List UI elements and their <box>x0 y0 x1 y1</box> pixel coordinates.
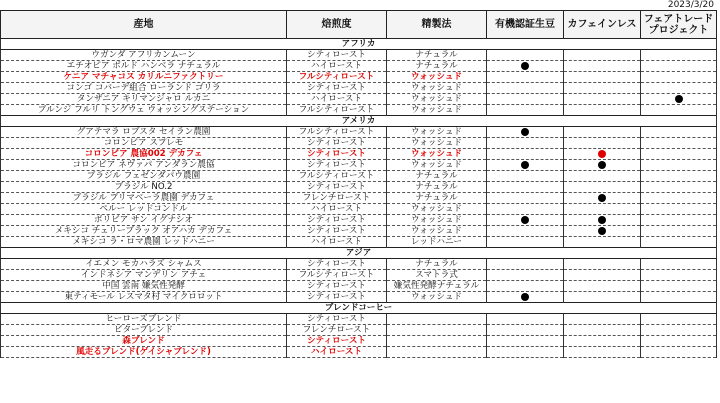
fairtrade-cell <box>641 270 717 281</box>
organic-cell <box>487 149 564 160</box>
origin-cell: メキシコ ラ・ロマ農園 レッドハニー <box>1 237 287 248</box>
roast-cell: シティロースト <box>287 215 387 226</box>
fairtrade-cell <box>641 94 717 105</box>
dot-marker <box>521 161 529 169</box>
section-row <box>1 303 717 314</box>
origin-cell: タンザニア キリマンジャロ ルカニ <box>1 94 287 105</box>
organic-cell <box>487 127 564 138</box>
decaf-cell <box>564 226 641 237</box>
table-row <box>1 270 717 281</box>
origin-cell: エチオピア ボルド ハンベラ ナチュラル <box>1 61 287 72</box>
process-cell: ナチュラル <box>387 50 487 61</box>
roast-cell: シティロースト <box>287 336 387 347</box>
roast-cell: フレンチロースト <box>287 193 387 204</box>
roast-cell: ハイロースト <box>287 237 387 248</box>
organic-cell <box>487 182 564 193</box>
organic-cell <box>487 270 564 281</box>
decaf-cell <box>564 83 641 94</box>
dot-marker <box>598 216 606 224</box>
origin-cell: ブラジル NO.2 <box>1 182 287 193</box>
origin-cell: ビターブレンド <box>1 325 287 336</box>
fairtrade-cell <box>641 72 717 83</box>
decaf-cell <box>564 182 641 193</box>
table-row <box>1 204 717 215</box>
process-cell: レッドハニー <box>387 237 487 248</box>
fairtrade-cell <box>641 237 717 248</box>
process-cell: ナチュラル <box>387 61 487 72</box>
roast-cell: フルシティロースト <box>287 127 387 138</box>
organic-cell <box>487 292 564 303</box>
header-origin: 産地 <box>1 11 287 39</box>
origin-cell: グアテマラ ロブスタ セイラン農園 <box>1 127 287 138</box>
table-row <box>1 160 717 171</box>
organic-cell <box>487 72 564 83</box>
table-row <box>1 182 717 193</box>
process-cell: ウォッシュド <box>387 72 487 83</box>
process-cell <box>387 314 487 325</box>
origin-cell: ケニア マチャコス カリルニファクトリー <box>1 72 287 83</box>
decaf-cell <box>564 281 641 292</box>
roast-cell: シティロースト <box>287 281 387 292</box>
roast-cell: フルシティロースト <box>287 105 387 116</box>
decaf-cell <box>564 50 641 61</box>
roast-cell: シティロースト <box>287 83 387 94</box>
decaf-cell <box>564 72 641 83</box>
roast-cell: シティロースト <box>287 138 387 149</box>
origin-cell: ボリビア サン イグナシオ <box>1 215 287 226</box>
roast-cell: シティロースト <box>287 259 387 270</box>
fairtrade-cell <box>641 127 717 138</box>
process-cell: 嫌気性発酵ナチュラル <box>387 281 487 292</box>
origin-cell: メキシコ チェリーブラック オアハカ デカフェ <box>1 226 287 237</box>
header-roast: 焙煎度 <box>287 11 387 39</box>
fairtrade-cell <box>641 105 717 116</box>
table-row <box>1 325 717 336</box>
organic-cell <box>487 160 564 171</box>
process-cell: ウォッシュド <box>387 160 487 171</box>
table-row <box>1 259 717 270</box>
origin-cell: 東ティモール レスマタ村 マイクロロット <box>1 292 287 303</box>
origin-cell: コロンビア ネヴァパ アンダラン農協 <box>1 160 287 171</box>
roast-cell: フルシティロースト <box>287 72 387 83</box>
fairtrade-cell <box>641 215 717 226</box>
dot-marker <box>521 128 529 136</box>
roast-cell: フルシティロースト <box>287 270 387 281</box>
fairtrade-cell <box>641 171 717 182</box>
origin-cell: 風走るブレンド(ゲイシャブレンド) <box>1 347 287 358</box>
process-cell <box>387 336 487 347</box>
decaf-cell <box>564 215 641 226</box>
origin-cell: ブラジル プリマベーラ農園 デカフェ <box>1 193 287 204</box>
roast-cell: シティロースト <box>287 160 387 171</box>
origin-cell: 中国 雲南 嫌気性発酵 <box>1 281 287 292</box>
dot-marker <box>598 227 606 235</box>
section-title: アジア <box>1 248 717 259</box>
section-title: アメリカ <box>1 116 717 127</box>
process-cell: ウォッシュド <box>387 215 487 226</box>
roast-cell: シティロースト <box>287 292 387 303</box>
origin-cell: コロンビア 農協002 デカフェ <box>1 149 287 160</box>
decaf-cell <box>564 127 641 138</box>
section-row <box>1 116 717 127</box>
table-row <box>1 193 717 204</box>
fairtrade-cell <box>641 314 717 325</box>
table-row <box>1 138 717 149</box>
organic-cell <box>487 204 564 215</box>
origin-cell: コンゴ コバーデ組合 ローランド ゴリラ <box>1 83 287 94</box>
table-row <box>1 94 717 105</box>
process-cell: ウォッシュド <box>387 83 487 94</box>
roast-cell: ハイロースト <box>287 204 387 215</box>
header-process: 精製法 <box>387 11 487 39</box>
fairtrade-cell <box>641 138 717 149</box>
dot-marker <box>598 161 606 169</box>
dot-marker <box>598 194 606 202</box>
roast-cell: シティロースト <box>287 149 387 160</box>
organic-cell <box>487 138 564 149</box>
origin-cell: 森ブレンド <box>1 336 287 347</box>
header-fairtrade: フェアトレード プロジェクト <box>641 11 717 39</box>
table-row <box>1 127 717 138</box>
process-cell: ウォッシュド <box>387 127 487 138</box>
process-cell: ウォッシュド <box>387 149 487 160</box>
organic-cell <box>487 61 564 72</box>
fairtrade-cell <box>641 281 717 292</box>
fairtrade-cell <box>641 61 717 72</box>
process-cell: ナチュラル <box>387 182 487 193</box>
header-decaf: カフェインレス <box>564 11 641 39</box>
decaf-cell <box>564 204 641 215</box>
organic-cell <box>487 314 564 325</box>
decaf-cell <box>564 292 641 303</box>
fairtrade-cell <box>641 149 717 160</box>
decaf-cell <box>564 270 641 281</box>
fairtrade-cell <box>641 160 717 171</box>
origin-cell: イエメン モカハラズ シャムス <box>1 259 287 270</box>
table-row <box>1 149 717 160</box>
roast-cell: ハイロースト <box>287 94 387 105</box>
origin-cell: コロンビア スプレモ <box>1 138 287 149</box>
table-row <box>1 281 717 292</box>
decaf-cell <box>564 193 641 204</box>
origin-cell: ブラジル フェゼンダパウ農園 <box>1 171 287 182</box>
process-cell: ウォッシュド <box>387 138 487 149</box>
roast-cell: ハイロースト <box>287 61 387 72</box>
organic-cell <box>487 237 564 248</box>
table-row <box>1 171 717 182</box>
fairtrade-cell <box>641 336 717 347</box>
decaf-cell <box>564 237 641 248</box>
fairtrade-cell <box>641 325 717 336</box>
fairtrade-cell <box>641 182 717 193</box>
roast-cell: シティロースト <box>287 314 387 325</box>
section-title: ブレンドコーヒー <box>1 303 717 314</box>
decaf-cell <box>564 149 641 160</box>
organic-cell <box>487 105 564 116</box>
process-cell: ナチュラル <box>387 193 487 204</box>
organic-cell <box>487 50 564 61</box>
organic-cell <box>487 259 564 270</box>
section-title: アフリカ <box>1 39 717 50</box>
roast-cell: ハイロースト <box>287 347 387 358</box>
organic-cell <box>487 83 564 94</box>
process-cell: ウォッシュド <box>387 226 487 237</box>
origin-cell: ブルンジ フルリ トングウェ ウォッシングステーション <box>1 105 287 116</box>
process-cell <box>387 325 487 336</box>
organic-cell <box>487 347 564 358</box>
roast-cell: シティロースト <box>287 182 387 193</box>
process-cell: スマトラ式 <box>387 270 487 281</box>
roast-cell: フレンチロースト <box>287 325 387 336</box>
fairtrade-cell <box>641 204 717 215</box>
table-row <box>1 336 717 347</box>
dot-marker <box>521 293 529 301</box>
origin-cell: ヒーローズブレンド <box>1 314 287 325</box>
dot-marker <box>521 216 529 224</box>
decaf-cell <box>564 325 641 336</box>
decaf-cell <box>564 347 641 358</box>
dot-marker <box>675 95 683 103</box>
fairtrade-cell <box>641 83 717 94</box>
organic-cell <box>487 94 564 105</box>
table-row <box>1 83 717 94</box>
decaf-cell <box>564 105 641 116</box>
decaf-cell <box>564 160 641 171</box>
fairtrade-cell <box>641 292 717 303</box>
process-cell <box>387 347 487 358</box>
organic-cell <box>487 226 564 237</box>
organic-cell <box>487 215 564 226</box>
origin-cell: インドネシア マンデリン アチェ <box>1 270 287 281</box>
date-label: 2023/3/20 <box>667 0 714 10</box>
header-organic: 有機認証生豆 <box>487 11 564 39</box>
decaf-cell <box>564 336 641 347</box>
decaf-cell <box>564 94 641 105</box>
header-row <box>1 11 717 39</box>
process-cell: ウォッシュド <box>387 292 487 303</box>
process-cell: ウォッシュド <box>387 105 487 116</box>
table-row <box>1 226 717 237</box>
process-cell: ナチュラル <box>387 259 487 270</box>
roast-cell: フルシティロースト <box>287 171 387 182</box>
process-cell: ウォッシュド <box>387 94 487 105</box>
dot-marker <box>598 150 606 158</box>
organic-cell <box>487 193 564 204</box>
decaf-cell <box>564 259 641 270</box>
table-row <box>1 72 717 83</box>
table-row <box>1 347 717 358</box>
organic-cell <box>487 325 564 336</box>
section-row <box>1 248 717 259</box>
decaf-cell <box>564 171 641 182</box>
fairtrade-cell <box>641 193 717 204</box>
fairtrade-cell <box>641 226 717 237</box>
table-row <box>1 215 717 226</box>
decaf-cell <box>564 61 641 72</box>
table-row <box>1 61 717 72</box>
organic-cell <box>487 281 564 292</box>
dot-marker <box>521 62 529 70</box>
fairtrade-cell <box>641 259 717 270</box>
fairtrade-cell <box>641 347 717 358</box>
section-row <box>1 39 717 50</box>
table-row <box>1 314 717 325</box>
coffee-table <box>0 10 717 358</box>
origin-cell: ペルー レッドコンドル <box>1 204 287 215</box>
table-row <box>1 292 717 303</box>
decaf-cell <box>564 138 641 149</box>
roast-cell: シティロースト <box>287 50 387 61</box>
organic-cell <box>487 171 564 182</box>
organic-cell <box>487 336 564 347</box>
fairtrade-cell <box>641 50 717 61</box>
process-cell: ナチュラル <box>387 171 487 182</box>
decaf-cell <box>564 314 641 325</box>
table-row <box>1 50 717 61</box>
table-row <box>1 237 717 248</box>
table-row <box>1 105 717 116</box>
origin-cell: ウガンダ アフリカンムーン <box>1 50 287 61</box>
process-cell: ウォッシュド <box>387 204 487 215</box>
roast-cell: シティロースト <box>287 226 387 237</box>
